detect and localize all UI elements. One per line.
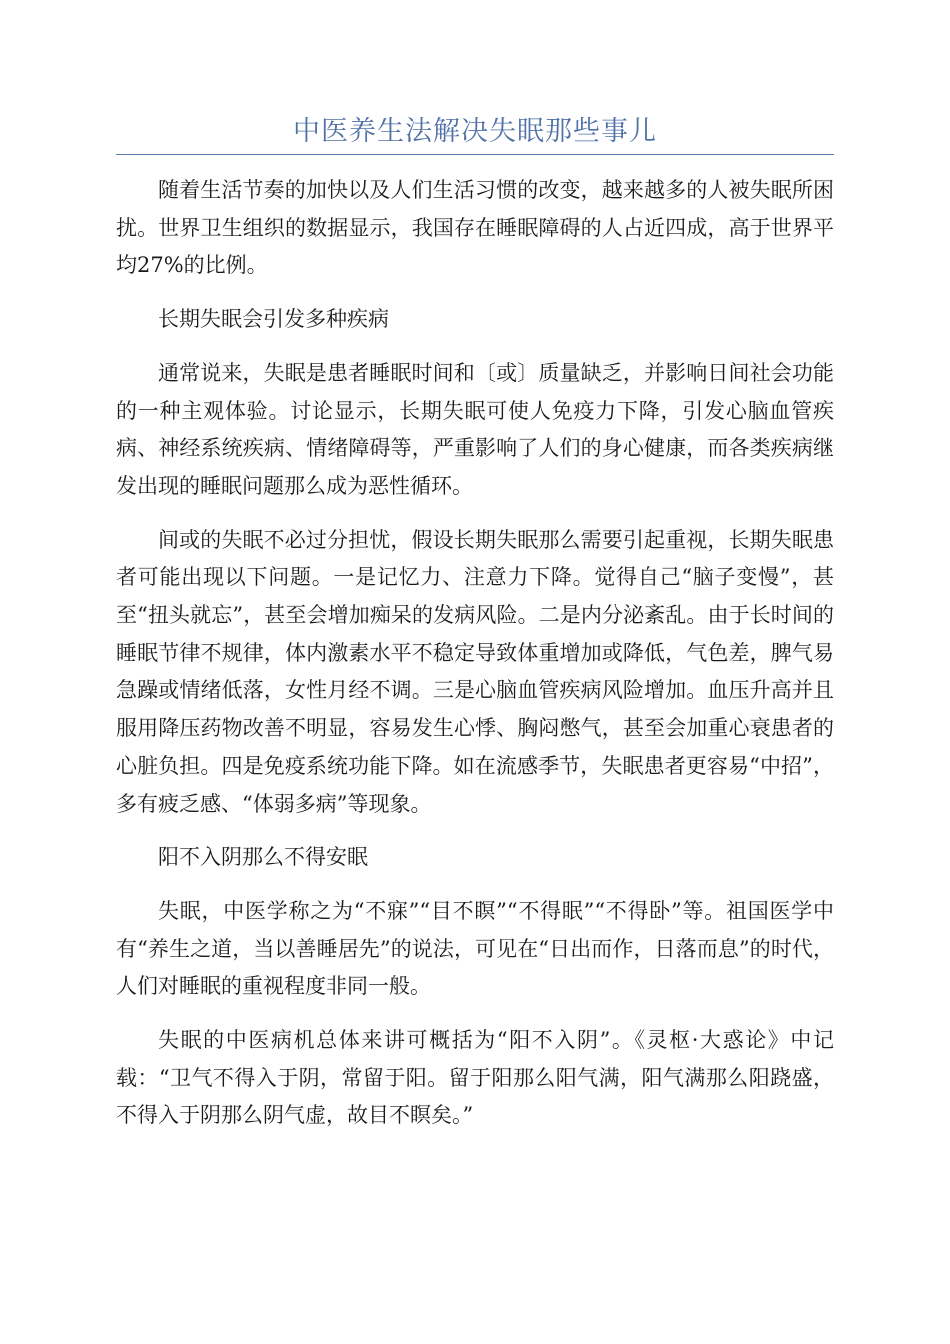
paragraph-tcm-names: 失眠，中医学称之为“不寐”“目不瞑”“不得眠”“不得卧”等。祖国医学中有“养生之道，当以善睡居先”的说法，可见在“日出而作，日落而息”的时代，人们对睡眠的重视程度非同一般。 — [116, 898, 834, 999]
paragraph-intro: 随着生活节奏的加快以及人们生活习惯的改变，越来越多的人被失眠所困扰。世界卫生组织的数据显示，我国存在睡眠障碍的人占近四成，高于世界平均27%的比例。 — [116, 178, 834, 278]
document-body — [116, 172, 834, 1151]
document-title: 中医养生法解决失眠那些事儿 — [293, 116, 657, 147]
title-underline — [116, 154, 834, 155]
paragraph-definition: 通常说来，失眠是患者睡眠时间和〔或〕质量缺乏，并影响日间社会功能的一种主观体验。讨论显示，长期失眠可使人免疫力下降，引发心脑血管疾病、神经系统疾病、情绪障碍等，严重影响了人们的身心健康，而各类疾病继发出现的睡眠问题那么成为恶性循环。 — [116, 360, 834, 498]
section-heading-long-term-insomnia: 长期失眠会引发多种疾病 — [158, 307, 389, 332]
paragraph-pathogenesis: 失眠的中医病机总体来讲可概括为“阳不入阴”。《灵枢·大惑论》中记载：“卫气不得入于阴，常留于阳。留于阳那么阳气满，阳气满那么阳跷盛，不得入于阴那么阴气虚，故目不瞑矣。” — [116, 1028, 834, 1128]
paragraph-problems: 间或的失眠不必过分担忧，假设长期失眠那么需要引起重视，长期失眠患者可能出现以下问题。一是记忆力、注意力下降。觉得自己“脑子变慢”，甚至“扭头就忘”，甚至会增加痴呆的发病风险。二是内分泌紊乱。由于长时间的睡眠节律不规律，体内激素水平不稳定导致体重增加或降低，气色差，脾气易急躁或情绪低落，女性月经不调。三是心脑血管疾病风险增加。血压升高并且服用降压药物改善不明显，容易发生心悸、胸闷憋气，甚至会加重心衰患者的心脏负担。四是免疫系统功能下降。如在流感季节，失眠患者更容易“中招”，多有疲乏感、“体弱多病”等现象。 — [116, 527, 834, 816]
section-heading-yang-yin: 阳不入阴那么不得安眠 — [158, 845, 368, 870]
